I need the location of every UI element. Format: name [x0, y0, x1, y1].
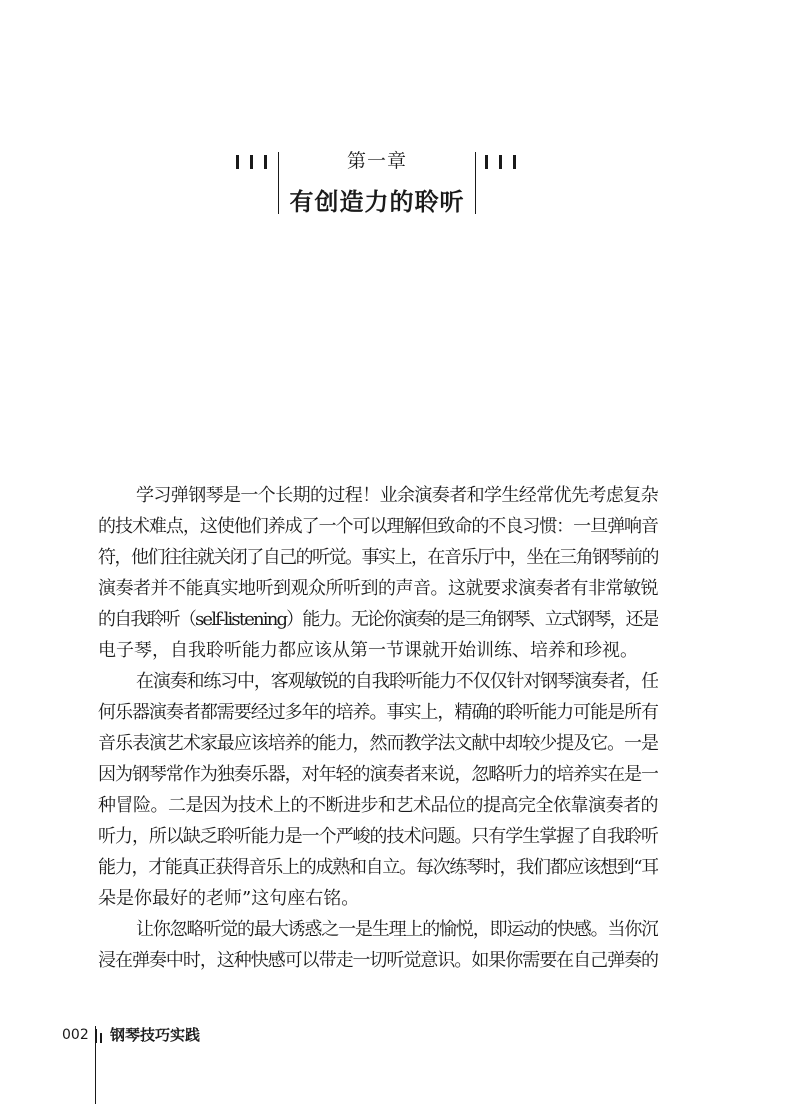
- footer-rule-line: [95, 1026, 96, 1104]
- text-line: 种冒险。二是因为技术上的不断进步和艺术品位的提高完全依靠演奏者的: [98, 795, 658, 816]
- left-ornament-tick: [236, 155, 239, 169]
- running-book-title: 钢琴技巧实践: [110, 1026, 201, 1044]
- right-ornament-tick: [499, 155, 502, 169]
- text-line: 演奏者并不能真实地听到观众所听到的声音。这就要求演奏者有非常敏锐: [98, 578, 658, 599]
- text-line: 音乐表演艺术家最应该培养的能力，然而教学法文献中却较少提及它。一是: [98, 733, 658, 754]
- right-ornament-tick: [485, 155, 488, 169]
- text-line: 学习弹钢琴是一个长期的过程！业余演奏者和学生经常优先考虑复杂: [136, 485, 658, 506]
- text-line: 何乐器演奏者都需要经过多年的培养。事实上，精确的聆听能力可能是所有: [98, 702, 658, 723]
- text-line: 能力，才能真正获得音乐上的成熟和自立。每次练琴时，我们都应该想到“耳: [98, 857, 658, 878]
- left-ornament-tick: [264, 155, 267, 169]
- text-line: 在演奏和练习中，客观敏锐的自我聆听能力不仅仅针对钢琴演奏者，任: [136, 671, 658, 692]
- chapter-number: 第一章: [346, 150, 407, 172]
- text-line: 电子琴，自我聆听能力都应该从第一节课就开始训练、培养和珍视。: [98, 640, 638, 661]
- text-line: 的技术难点，这使他们养成了一个可以理解但致命的不良习惯：一旦弹响音: [98, 516, 658, 537]
- page-number: 002: [62, 1027, 89, 1043]
- text-line: 浸在弹奏中时，这种快感可以带走一切听觉意识。如果你需要在自己弹奏的: [98, 950, 658, 971]
- body-text: [98, 480, 658, 976]
- left-divider-line: [278, 152, 279, 214]
- chapter-title: 有创造力的聆听: [289, 188, 465, 216]
- text-line: 的自我聆听（self-listening）能力。无论你演奏的是三角钢琴、立式钢琴，还是: [98, 609, 658, 630]
- text-line: 朵是你最好的老师”这句座右铭。: [98, 888, 360, 909]
- chapter-header: [0, 0, 790, 240]
- footer-ornament-bar: [100, 1033, 102, 1043]
- text-line: 因为钢琴常作为独奏乐器，对年轻的演奏者来说，忽略听力的培养实在是一: [98, 764, 658, 785]
- text-line: 听力，所以缺乏聆听能力是一个严峻的技术问题。只有学生掌握了自我聆听: [98, 826, 658, 847]
- text-line: 让你忽略听觉的最大诱惑之一是生理上的愉悦，即运动的快感。当你沉: [136, 919, 658, 940]
- right-divider-line: [475, 152, 476, 214]
- right-ornament-tick: [513, 155, 516, 169]
- text-line: 符，他们往往就关闭了自己的听觉。事实上，在音乐厅中，坐在三角钢琴前的: [98, 547, 658, 568]
- left-ornament-tick: [250, 155, 253, 169]
